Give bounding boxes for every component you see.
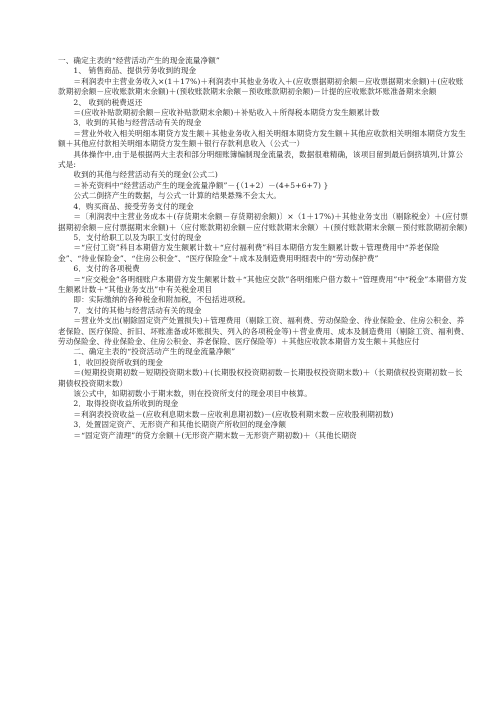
formula-paragraph: ＝营业外收入相关明细本期贷方发生额＋其他业务收入相关明细本期贷方发生额＋其他应收款相关明细本期贷方发生额＋其他应付款相关明细本期贷方发生额＋银行存款利息收入（公式一）: [58, 128, 466, 149]
formula-paragraph: ＝利润表投资收益－(应收利息期末数－应收利息期初数)－(应收股利期末数－应收股利期初数): [58, 409, 394, 419]
formula-paragraph: ＝“应付工资”科目本期借方发生额累计数＋“应付福利费”科目本期借方发生额累计数＋管理费用中“养老保险金”、“待业保险金”、“住房公积金”、“医疗保险金”＋成本及制造费用明细表中的“劳动保护费”: [58, 243, 440, 263]
item-heading: 2．取得投资收益所收到的现金: [58, 399, 179, 409]
body-paragraph: 即：实际缴纳的各种税金和附加税，不包括进项税。: [58, 295, 251, 305]
formula-paragraph: ＝“固定资产清理”的贷方余额＋(无形资产期末数－无形资产期初数)＋（其他长期资: [58, 430, 357, 440]
formula-paragraph: ＝〔利润表中主营业务成本＋(存货期末余额－存货期初余额)〕×（1＋17%)＋其他业务支出（剔除税金）＋(应付票据期初余额－应付票据期末余额)＋（应付账款期初余额－应付账款期末余额）＋(预付账款期末余额－预付账款期初余额): [58, 212, 469, 232]
item-heading: 4．购买商品、接受劳务支付的现金: [58, 201, 194, 211]
formula-paragraph: ＝“应交税金”各明细账户本期借方发生额累计数＋“其他应交款”各明细账户借方数＋“管理费用”中“税金”本期借方发生额累计数＋“其他业务支出”中有关税金项目: [58, 274, 467, 294]
item-heading: 1、 销售商品、提供劳务收到的现金: [58, 66, 197, 76]
body-paragraph: 收到的其他与经营活动有关的现金(公式二): [58, 170, 218, 180]
item-heading: 2、 收到的税费返还: [58, 97, 143, 107]
item-heading: 3．收到的其他与经营活动有关的现金: [58, 118, 202, 128]
formula-paragraph: ＝营业外支出(剔除固定资产处置损失)＋管理费用（剔除工资、福利费、劳动保险金、待业保险金、住房公积金、养老保险、医疗保险、折旧、坏账准备或坏账损失、列入的各项税金等)＋营业费用、成本及制造费用（剔除工资、福利费、劳动保险金、待业保险金、住房公积金、养老保险、医疗保险等）＋其他应收款本期借方发生额＋其他应付: [58, 316, 469, 346]
item-heading: 7．支付的其他与经营活动有关的现金: [58, 305, 202, 315]
formula-paragraph: ＝利润表中主营业务收入×(1＋17%)＋利润表中其他业务收入＋(应收票据期初余额－应收票据期末余额)＋(应收账款期初余额－应收账款期末余额)＋(预收账款期末余额－预收账款期初余额)－计提的应收账款坏账准备期末余额: [58, 76, 464, 97]
body-paragraph: 具体操作中,由于是根据两大主表和部分明细账簿编制现金流量表，数据很难精确，该项目留到最后倒挤填列,计算公式是:: [58, 149, 464, 170]
body-paragraph: 该公式中，如期初数小于期末数，则在投资所支付的现金项目中核算。: [58, 389, 312, 398]
section-heading: 二、确定主表的“投资活动产生的现金流量净额”: [58, 347, 236, 357]
formula-paragraph: ＝(应收补贴款期初余额－应收补贴款期末余额)＋补贴收入＋所得税本期贷方发生额累计数: [58, 108, 380, 118]
formula-paragraph: ＝补充资料中“经营活动产生的现金流量净额”－{（1+2）－(4+5+6+7) }: [58, 180, 329, 190]
item-heading: 3．处置固定资产、无形资产和其他长期资产所收回的现金净额: [58, 420, 287, 430]
body-paragraph: 公式二倒挤产生的数据，与公式一计算的结果悬殊不会太大。: [58, 191, 282, 201]
section-heading: 一、确定主表的“经营活动产生的现金流量净额”: [58, 56, 220, 65]
formula-paragraph: ＝(短期投资期初数－短期投资期末数)＋(长期股权投资期初数－长期股权投资期末数)＋（长期债权投资期初数－长期债权投资期末数）: [58, 368, 463, 388]
item-heading: 6．支付的各项税费: [58, 264, 140, 274]
item-heading: 1．收回投资所收到的现金: [58, 357, 163, 367]
item-heading: 5．支付给职工以及为职工支付的现金: [58, 232, 202, 242]
